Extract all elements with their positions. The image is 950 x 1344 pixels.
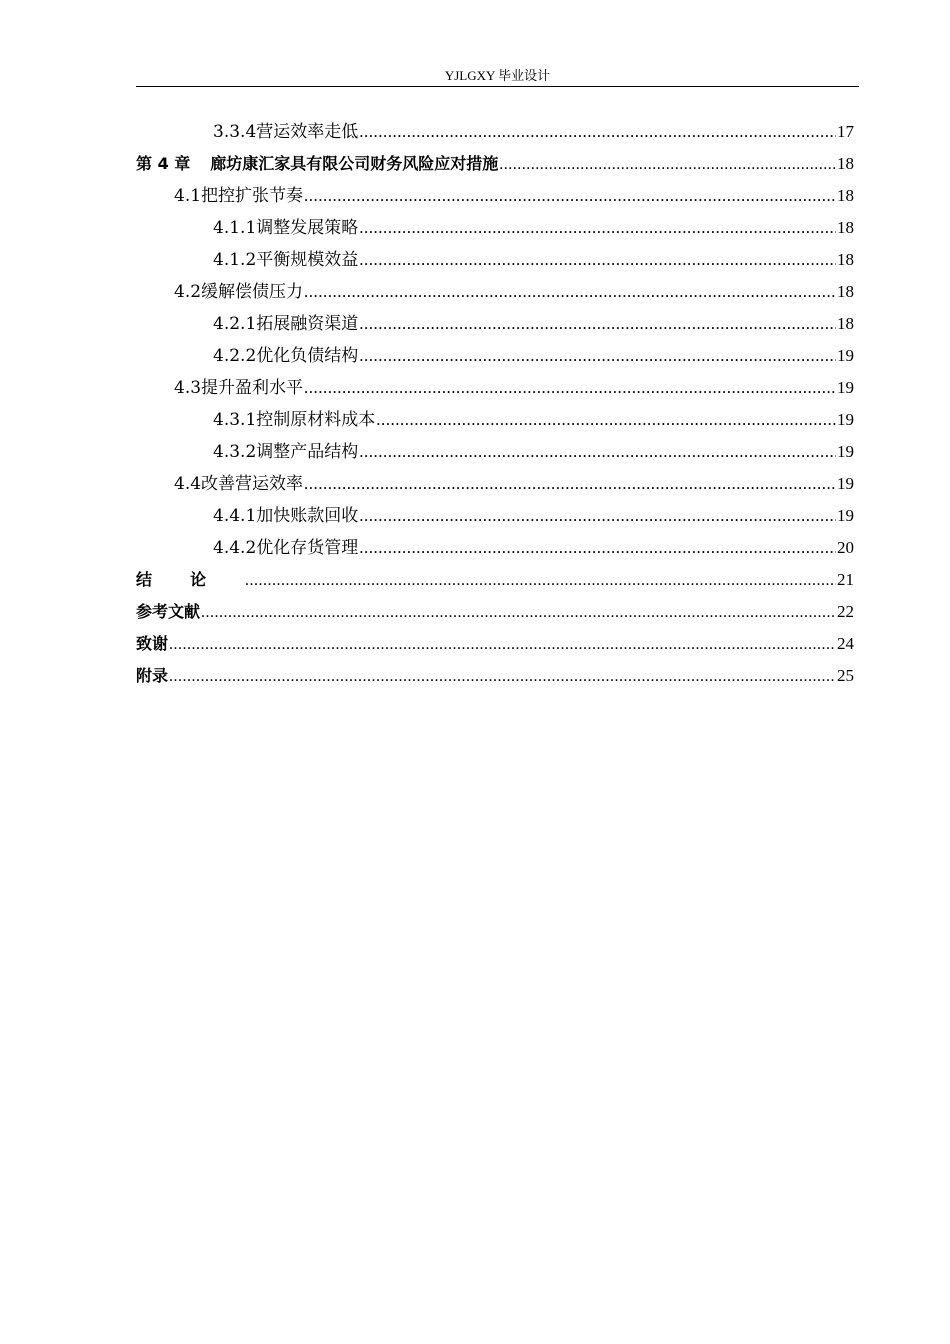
dot-leader: [201, 597, 836, 629]
dot-leader: [359, 500, 836, 532]
toc-page-number: 24: [837, 634, 854, 653]
toc-page-number: 25: [837, 666, 854, 685]
page-header: YJLGXY 毕业设计: [444, 68, 551, 83]
dot-leader: [304, 276, 836, 308]
dot-leader: [376, 404, 836, 436]
dot-leader: [304, 372, 836, 404]
toc-number: 4.4: [174, 474, 202, 494]
toc-entry-4-4-1[interactable]: [136, 500, 854, 532]
toc-title: 营运效率走低: [256, 122, 359, 142]
toc-number: 3.3.4: [213, 122, 257, 142]
toc-entry-4-3-2[interactable]: [136, 436, 854, 468]
toc-entry-references[interactable]: [136, 596, 854, 628]
toc-page-number: 19: [837, 346, 854, 365]
toc-entry-acknowledgements[interactable]: [136, 628, 854, 660]
toc-page-number: 18: [837, 282, 854, 301]
toc-page-number: 18: [837, 186, 854, 205]
toc-entry-4-4[interactable]: [136, 468, 854, 500]
toc-title: 拓展融资渠道: [256, 314, 359, 334]
dot-leader: [304, 180, 836, 212]
toc-page-number: 19: [837, 442, 854, 461]
toc-page-number: 18: [837, 314, 854, 333]
toc-entry-3-3-4[interactable]: [136, 116, 854, 148]
toc-page-number: 17: [837, 122, 854, 141]
dot-leader: [499, 149, 836, 181]
toc-number: 4.4.2: [213, 538, 257, 558]
dot-leader: [359, 244, 836, 276]
dot-leader: [359, 532, 836, 564]
toc-number: 4.3: [174, 378, 202, 398]
toc-entry-chapter-4[interactable]: [136, 148, 854, 180]
toc-entry-4-4-2[interactable]: [136, 532, 854, 564]
toc-title: 把控扩张节奏: [201, 186, 304, 206]
toc-page-number: 19: [837, 474, 854, 493]
toc-title: 改善营运效率: [201, 474, 304, 494]
header-rule: [136, 86, 859, 87]
toc-number: 4.3.2: [213, 442, 257, 462]
toc-entry-4-3[interactable]: [136, 372, 854, 404]
dot-leader: [169, 629, 836, 661]
toc-title: 缓解偿债压力: [201, 282, 304, 302]
toc-page-number: 18: [837, 218, 854, 237]
dot-leader: [359, 436, 836, 468]
toc-title: 控制原材料成本: [256, 410, 376, 430]
dot-leader: [245, 565, 836, 597]
toc-entry-4-1-2[interactable]: [136, 244, 854, 276]
toc-number: 4.1.1: [213, 218, 257, 238]
toc-number: 4.2: [174, 282, 202, 302]
toc-title: 提升盈利水平: [201, 378, 304, 398]
toc-number: 4.2.1: [213, 314, 257, 334]
dot-leader: [359, 212, 836, 244]
toc-title: 调整发展策略: [256, 218, 359, 238]
toc-title: 优化负债结构: [256, 346, 359, 366]
toc-entry-4-2-1[interactable]: [136, 308, 854, 340]
dot-leader: [304, 468, 836, 500]
toc-title: 优化存货管理: [256, 538, 359, 558]
table-of-contents: [136, 116, 854, 692]
toc-page-number: 19: [837, 506, 854, 525]
toc-title: 廊坊康汇家具有限公司财务风险应对措施: [210, 154, 499, 173]
toc-title: 调整产品结构: [256, 442, 359, 462]
toc-number: 4.1.2: [213, 250, 257, 270]
toc-entry-4-1-1[interactable]: [136, 212, 854, 244]
toc-number: 4.4.1: [213, 506, 257, 526]
toc-page-number: 18: [837, 250, 854, 269]
toc-number: 4.2.2: [213, 346, 257, 366]
toc-page-number: 21: [837, 570, 854, 589]
toc-number: 4.3.1: [213, 410, 257, 430]
toc-page-number: 18: [837, 154, 854, 173]
toc-entry-4-2-2[interactable]: [136, 340, 854, 372]
toc-number: 第 4 章: [136, 154, 191, 173]
toc-title: 参考文献: [136, 602, 201, 621]
toc-entry-appendix[interactable]: [136, 660, 854, 692]
toc-title: 平衡规模效益: [256, 250, 359, 270]
toc-entry-conclusion[interactable]: [136, 564, 854, 596]
toc-title: 附录: [136, 666, 169, 685]
toc-page-number: 20: [837, 538, 854, 557]
dot-leader: [359, 308, 836, 340]
toc-title: 结论: [136, 570, 245, 589]
toc-page-number: 19: [837, 410, 854, 429]
toc-title: 加快账款回收: [256, 506, 359, 526]
toc-entry-4-2[interactable]: [136, 276, 854, 308]
toc-entry-4-3-1[interactable]: [136, 404, 854, 436]
toc-number: 4.1: [174, 186, 202, 206]
dot-leader: [359, 340, 836, 372]
toc-page-number: 22: [837, 602, 854, 621]
toc-title: 致谢: [136, 634, 169, 653]
toc-entry-4-1[interactable]: [136, 180, 854, 212]
dot-leader: [359, 116, 836, 148]
dot-leader: [169, 661, 836, 693]
toc-page-number: 19: [837, 378, 854, 397]
